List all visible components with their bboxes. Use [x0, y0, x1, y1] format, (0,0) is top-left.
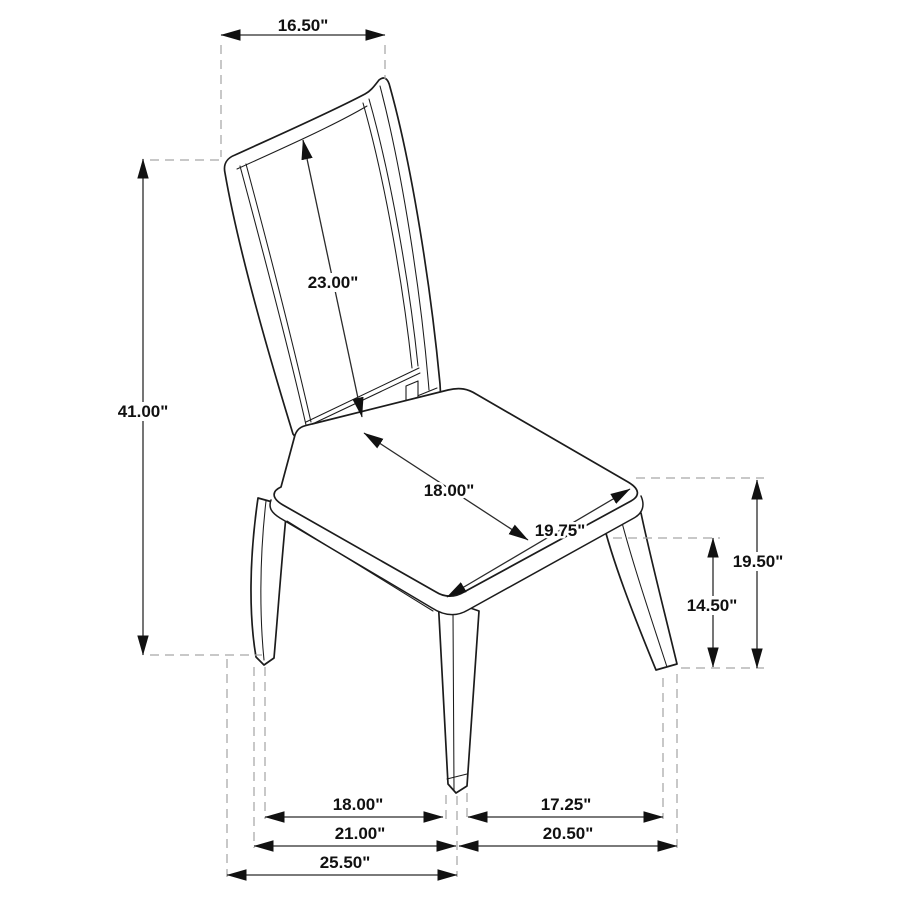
dim-label-base-width-inner: 17.25" [540, 795, 592, 814]
dim-label-seat-height: 19.50" [732, 552, 784, 571]
dim-label-top-width: 16.50" [277, 16, 329, 35]
dim-label-underseat-height: 14.50" [686, 596, 738, 615]
chair-rear-right-leg [602, 513, 677, 670]
dim-label-base-depth-mid: 21.00" [334, 824, 386, 843]
chair-front-leg [438, 597, 479, 793]
chair-drawing [224, 78, 677, 793]
dim-label-seat-width: 19.75" [534, 521, 586, 540]
dim-label-base-width-outer: 20.50" [542, 824, 594, 843]
chair-rear-left-leg [251, 498, 287, 665]
dim-label-back-height: 23.00" [307, 273, 359, 292]
dim-label-base-depth-full: 25.50" [319, 853, 371, 872]
dim-label-seat-depth: 18.00" [423, 481, 475, 500]
dim-label-base-depth-inner: 18.00" [332, 795, 384, 814]
dim-label-overall-height: 41.00" [117, 402, 169, 421]
